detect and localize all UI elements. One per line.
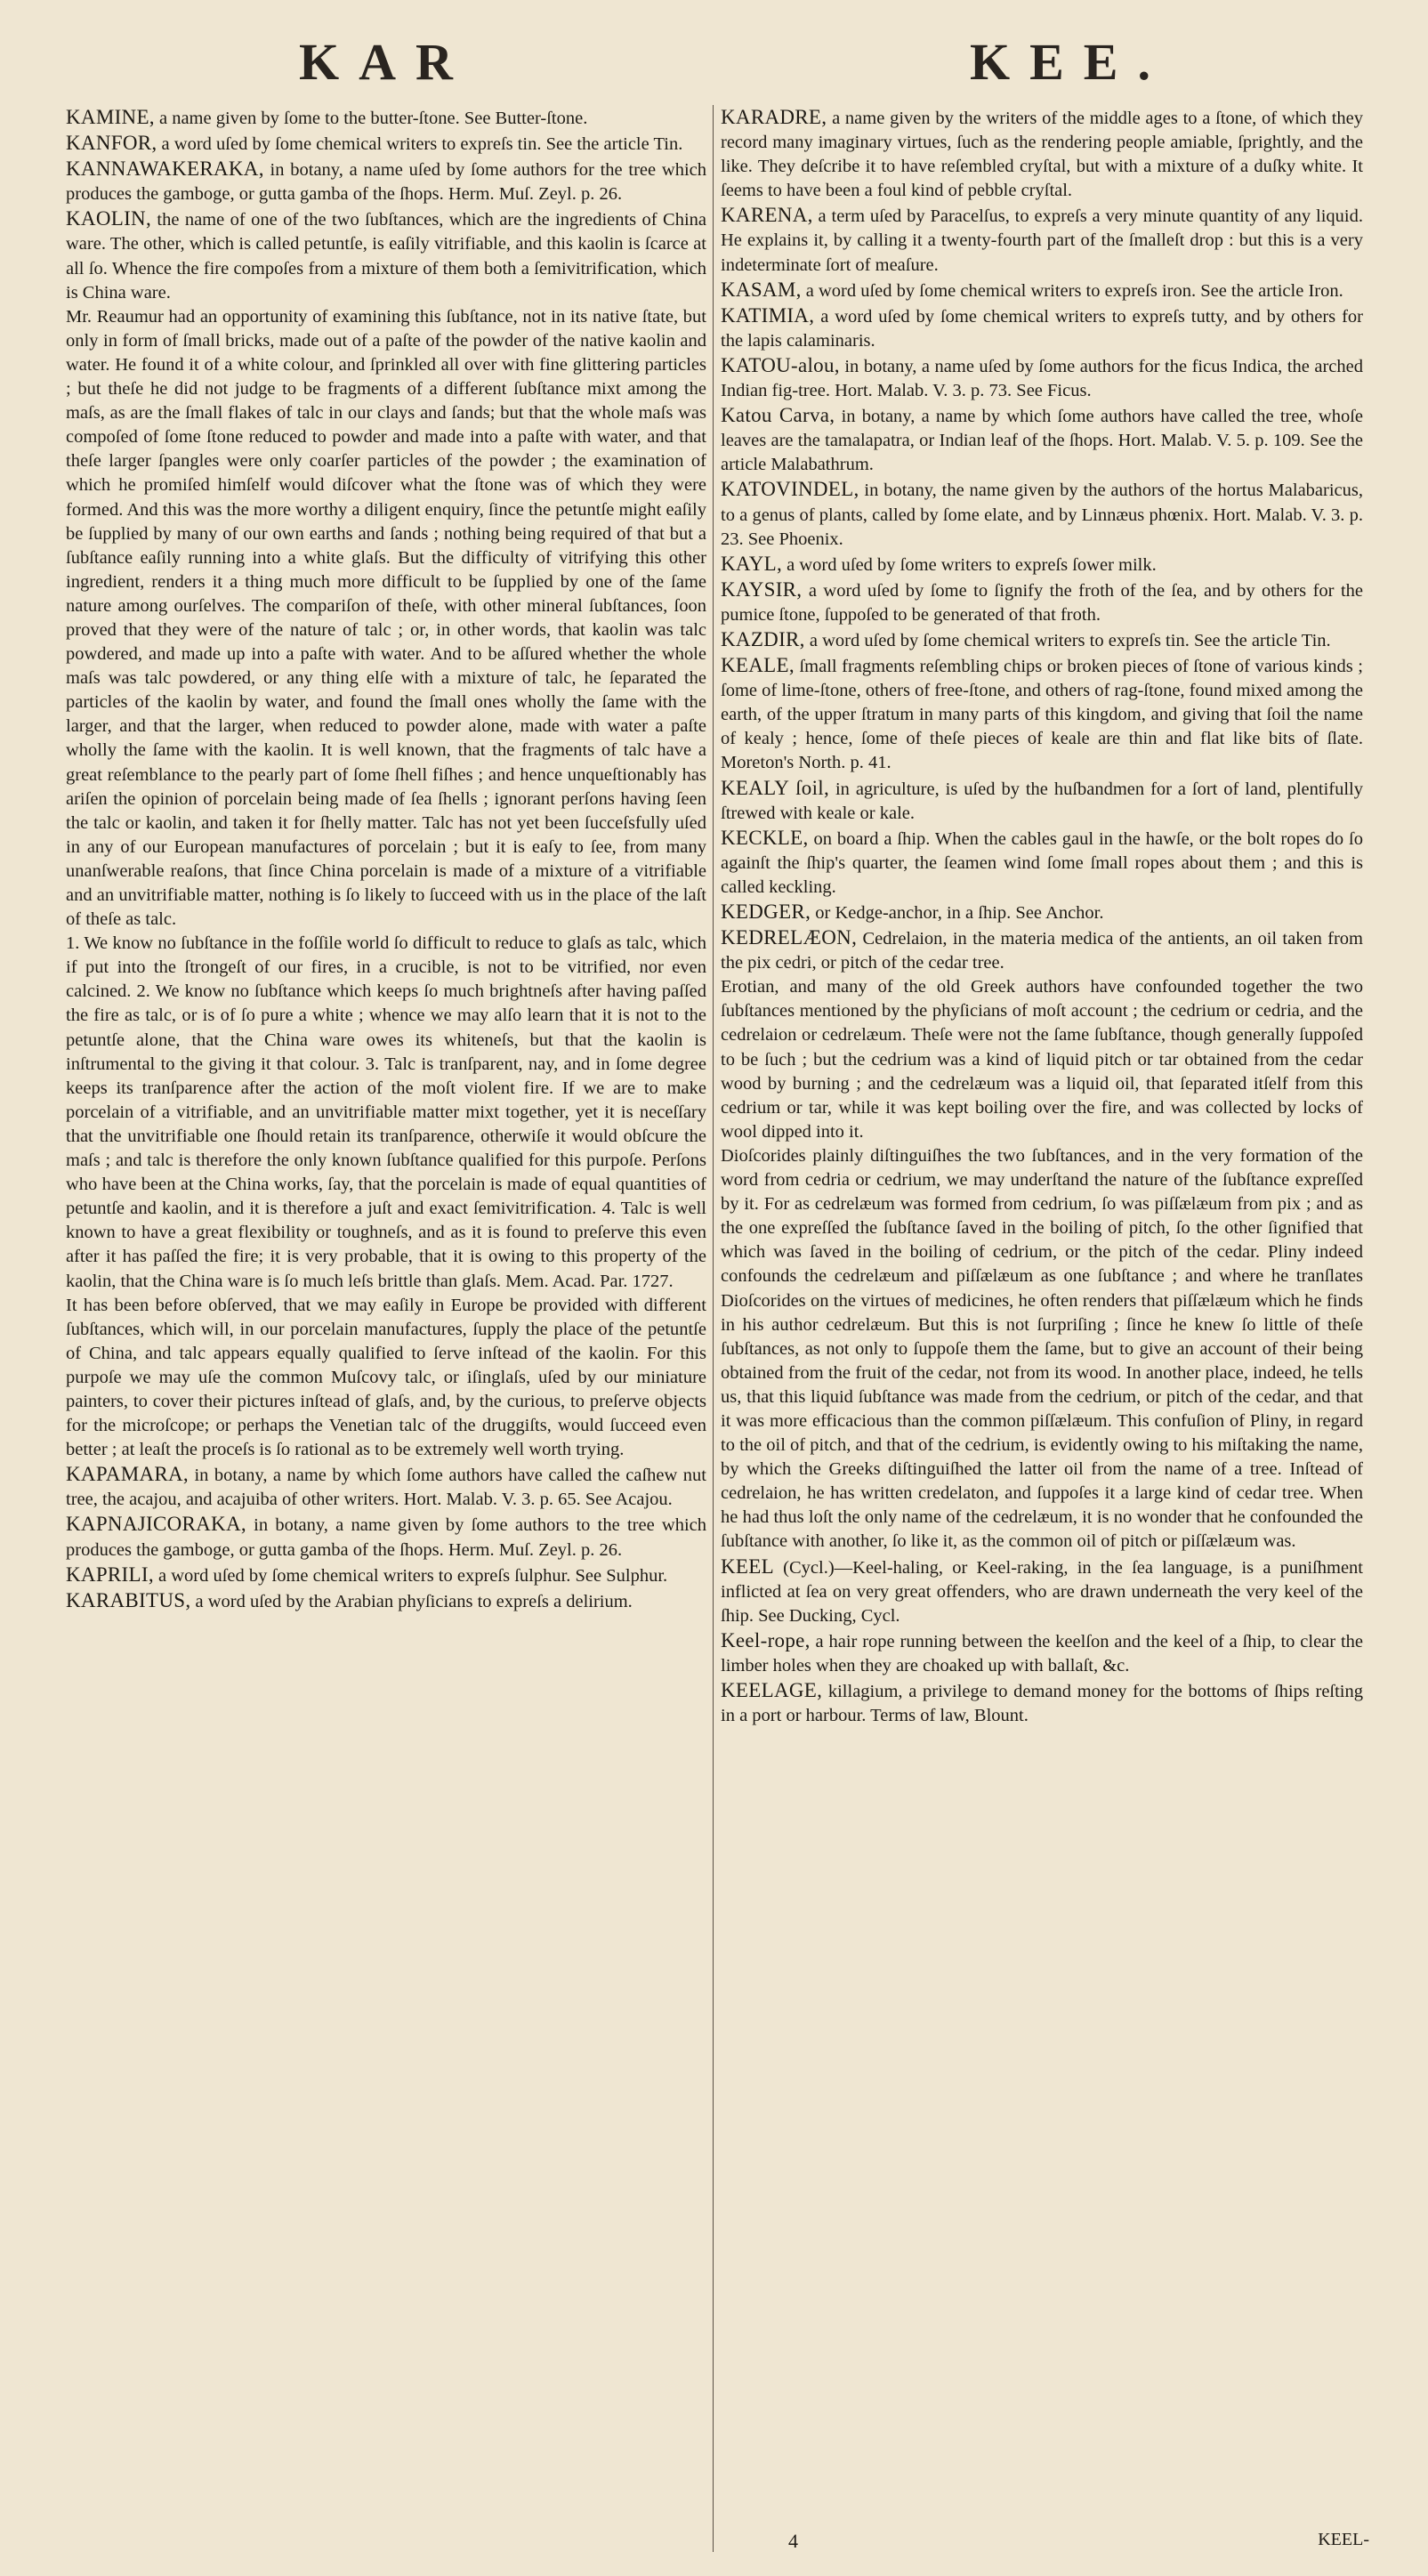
- dictionary-entry: [721, 900, 1363, 925]
- entry-text: in botany, the name given by the authors of the hortus Malabaricus, to a genus of plants, called by ſome elate, and by Linnæus phœnix. Hort. Malab. V. 3. p. 23. See Phoenix.: [721, 480, 1363, 549]
- entry-headword: Katou Carva,: [721, 404, 835, 427]
- entry-headword: KAZDIR,: [721, 627, 805, 650]
- entry-text: in botany, a name given by ſome authors to the tree which produces the gamboge, or gutta gamba of the ſhops. Herm. Muſ. Zeyl. p. 26.: [66, 1515, 706, 1560]
- dictionary-entry: [721, 552, 1363, 577]
- dictionary-entry: [66, 1462, 706, 1512]
- catchword: KEEL-: [1318, 2530, 1369, 2549]
- entry-headword: KAYSIR,: [721, 577, 803, 601]
- entry-text: It has been before obſerved, that we may eaſily in Europe be provided with different ſubſtances, which will, in our porcelain manufactures, ſupply the place of the petuntſe of China, and talc appears equally qualified to ſerve inſtead of the kaolin. For this purpoſe we may uſe the common Muſcovy talc, or iſinglaſs, uſed by our miniature painters, to cover their pictures inſtead of glaſs, and, by the curious, to preſerve objects for the microſcope; or perhaps the Venetian talc of the druggiſts, would ſucceed even better ; at leaſt the proceſs is ſo rational as to be extremely well worth trying.: [66, 1295, 706, 1460]
- entry-text: 1. We know no ſubſtance in the foſſile world ſo difficult to reduce to glaſs as talc, which if put into the ſtrongeſt of our fires, in a crucible, is not to be vitrified, nor even calcined. 2. We know no ſubſtance which keeps ſo much brightneſs after having paſſed the fire as talc, or is of ſo pure a white ; whence we may alſo learn that it is not to the petuntſe alone, that the China ware owes its whiteneſs, but that the kaolin is inſtrumental to the giving it that colour. 3. Talc is tranſparent, nay, and in ſome degree keeps its tranſparence after the action of the moſt violent fire. If we are to make porcelain of a vitrifiable, and an unvitrifiable matter mixt together, yet it is neceſſary that the unvitrifiable one ſhould retain its tranſparence, otherwiſe it would obſcure the maſs ; and talc is therefore the only known ſubſtance qualified for this purpoſe. Perſons who have been at the China works, ſay, that the porcelain is made of equal quantities of petuntſe and kaolin, and it is therefore a juſt and exact ſemivitrification. 4. Talc is well known to have a great flexibility or toughneſs, and as it is found to preſerve this even after it has paſſed the fire; it is very probable, that it is owing to this property of the kaolin, that the China ware is ſo much leſs brittle than glaſs. Mem. Acad. Par. 1727.: [66, 933, 706, 1291]
- entry-headword: KEALY ſoil,: [721, 776, 830, 799]
- dictionary-entry: [721, 925, 1363, 975]
- dictionary-entry: [66, 157, 706, 206]
- entry-text: a word uſed by ſome chemical writers to expreſs iron. See the article Iron.: [801, 280, 1343, 301]
- dictionary-entry: [721, 627, 1363, 653]
- entry-headword: KEELAGE,: [721, 1679, 823, 1701]
- dictionary-entry: [721, 1554, 1363, 1628]
- entry-text: a word uſed by ſome to ſignify the froth of the ſea, and by others for the pumice ſtone, ſuppoſed to be generated of that froth.: [721, 580, 1363, 625]
- entry-text: in botany, a name uſed by ſome authors for the tree which produces the gamboge, or gutta gamba of the ſhops. Herm. Muſ. Zeyl. p. 26.: [66, 160, 706, 205]
- entry-text: killagium, a privilege to demand money for the bottoms of ſhips reſting in a port or harbour. Terms of law, Blount.: [721, 1682, 1363, 1726]
- entry-text: in agriculture, is uſed by the huſbandmen for a ſort of land, plentifully ſtrewed with keale or kale.: [721, 779, 1364, 823]
- entry-headword: KAOLIN,: [66, 207, 151, 230]
- entry-headword: KARABITUS,: [66, 1588, 191, 1611]
- entry-text: in botany, a name by which ſome authors have called the caſhew nut tree, the acajou, and acajuiba of other writers. Hort. Malab. V. 3. p. 65. See Acajou.: [66, 1466, 706, 1510]
- dictionary-entry: [721, 826, 1363, 900]
- entry-text: the name of one of the two ſubſtances, which are the ingredients of China ware. The other, which is called petuntſe, is eaſily vitrifiable, and this kaolin is ſcarce at all ſo. Whence the fire compoſes from a mixture of them both a ſemivitrification, which is China ware.: [66, 210, 706, 303]
- dictionary-entry: [66, 105, 706, 131]
- running-head-right: KEE.: [970, 33, 1170, 91]
- entry-text: a name given by the writers of the middle ages to a ſtone, of which they record many imaginary virtues, ſuch as the rendering people amiable, ſprightly, and the like. They deſcribe it to have reſembled cryſtal, but with a mixture of a duſky white. It ſeems to have been a foul kind of pebble cryſtal.: [721, 109, 1363, 201]
- dictionary-entry: [721, 776, 1363, 826]
- left-column: [66, 105, 706, 1614]
- entry-text: (Cycl.)—Keel-haling, or Keel-raking, in the ſea language, is a puniſhment inflicted at ſea on very great offenders, who are drawn underneath the very keel of the ſhip. See Ducking, Cycl.: [721, 1557, 1363, 1626]
- entry-headword: KARADRE,: [721, 106, 827, 128]
- dictionary-entry: [721, 403, 1363, 477]
- dictionary-entry: [66, 206, 706, 304]
- entry-text: a term uſed by Paracelſus, to expreſs a very minute quantity of any liquid. He explains it, by calling it a twenty-fourth part of the ſmalleſt drop : but this is a very indeterminate ſort of meaſure.: [721, 206, 1363, 275]
- entry-headword: KATIMIA,: [721, 303, 815, 327]
- dictionary-entry: [721, 975, 1363, 1144]
- entry-headword: Keel-rope,: [721, 1628, 811, 1651]
- column-divider: [713, 105, 714, 2552]
- entry-headword: KASAM,: [721, 278, 802, 301]
- entry-text: ſmall fragments reſembling chips or broken pieces of ſtone of various kinds ; ſome of lime-ſtone, others of free-ſtone, and others of rag-ſtone, found mixed among the earth, of the upper ſtratum in many parts of this kingdom, and giving that ſoil the name of kealy ; hence, ſome of theſe pieces of keale are thin and flat like bits of ſlate. Moreton's North. p. 41.: [721, 657, 1363, 773]
- dictionary-entry: [66, 932, 706, 1293]
- dictionary-entry: [721, 353, 1363, 403]
- dictionary-entry: [721, 1678, 1363, 1728]
- entry-headword: KEALE,: [721, 654, 795, 677]
- entry-text: a word uſed by ſome chemical writers to expreſs tin. See the article Tin.: [804, 630, 1331, 650]
- dictionary-entry: [66, 1512, 706, 1562]
- entry-text: on board a ſhip. When the cables gaul in the hawſe, or the bolt ropes do ſo againſt the ſhip's quarter, the ſeamen wind ſome ſmall ropes about them ; and this is called keckling.: [721, 828, 1363, 897]
- dictionary-entry: [721, 577, 1363, 627]
- entry-headword: KARENA,: [721, 204, 813, 227]
- dictionary-entry: [66, 1563, 706, 1588]
- dictionary-entry: [721, 203, 1363, 277]
- dictionary-entry: [66, 131, 706, 157]
- running-head-left: KAR: [299, 33, 472, 91]
- entry-headword: KEDGER,: [721, 900, 811, 923]
- entry-text: a name given by ſome to the butter-ſtone. See Butter-ſtone.: [154, 109, 588, 128]
- entry-headword: KATOVINDEL,: [721, 478, 859, 501]
- entry-text: a word uſed by ſome chemical writers to expreſs tutty, and by others for the lapis calaminaris.: [721, 306, 1363, 351]
- dictionary-entry: [66, 305, 706, 932]
- dictionary-entry: [721, 303, 1363, 353]
- entry-text: a word uſed by ſome chemical writers to expreſs tin. See the article Tin.: [157, 134, 683, 155]
- entry-headword: KECKLE,: [721, 826, 809, 849]
- entry-headword: KAPRILI,: [66, 1563, 154, 1586]
- entry-text: Mr. Reaumur had an opportunity of examining this ſubſtance, not in its native ſtate, but only in form of ſmall bricks, made out of a paſte of the powder of the native kaolin and water. He found it of a white colour, and ſprinkled all over with fine glittering particles ; but theſe he did not judge to be fragments of a different ſubſtance mixt among the maſs, as are the ſmall flakes of talc in our clays and ſands; but that the whole maſs was compoſed of ſome ſtone reduced to powder and made into a paſte with water, and that theſe larger ſpangles were only coarſer particles of the powder ; the examination of which he promiſed himſelf would diſcover what the ſtone was of which they were formed. And this was the more worthy a diligent enquiry, ſince the petuntſe might eaſily be ſupplied by many of our own earths and ſands ; nothing being required of that but a ſubſtance eaſily running into a white glaſs. But the difficulty of vitrifying this other ingredient, renders it a thing much more difficult to be ſupplied by one of the ſame nature among ourſelves. The compariſon of theſe, with other mineral ſubſtances, ſoon proved that they were of the nature of talc ; or, in other words, that kaolin was talc powdered, and made up into a paſte with water. And to be aſſured whether the whole maſs was talc powdered, or any thing elſe with a mixture of talc, he ſeparated the particles of the kaolin by water, and found the ſmall ones wholly the ſame with the larger, and that the larger, when reduced to powder alone, made with water a paſte wholly the ſame with the kaolin. It is well known, that the fragments of talc have a great reſemblance to the pearly part of ſome ſhell fiſhes ; and hence unqueſtionably has ariſen the opinion of porcelain being made of ſea ſhells ; ignorant perſons having ſeen the talc or kaolin, and taken it for ſhelly matter. Talc has not yet been ſucceſsfully uſed in any of our European manufactures of porcelain ; but it is eaſy to ſee, from many unanſwerable reaſons, that ſince China porcelain is made of a mixture of a vitrifiable and an unvitrifiable matter, nothing is ſo likely to ſucceed with us in the place of the laſt of theſe as talc.: [66, 306, 706, 930]
- entry-text: or Kedge-anchor, in a ſhip. See Anchor.: [811, 903, 1104, 923]
- entry-headword: KATOU-alou,: [721, 353, 840, 376]
- entry-text: Erotian, and many of the old Greek authors have confounded together the two ſubſtances mentioned by the phyſicians of moſt account ; the cedrium or cedria, and the cedrelaion or cedrelæum. Theſe were not the ſame ſubſtance, though generally ſuppoſed to be ſuch ; but the cedrium was a kind of liquid pitch or tar obtained from the cedar wood by burning ; and the cedrelæum was a liquid oil, that ſeparated itſelf from this cedrium or tar, while it was kept boiling over the fire, and was collected by locks of wool dipped into it.: [721, 977, 1363, 1142]
- entry-headword: KANNAWAKERAKA,: [66, 157, 264, 181]
- page-number: 4: [788, 2530, 798, 2552]
- entry-text: a word uſed by ſome chemical writers to expreſs ſulphur. See Sulphur.: [153, 1565, 668, 1586]
- entry-text: a hair rope running between the keelſon and the keel of a ſhip, to clear the limber holes when they are choaked up with ballaſt, &c.: [721, 1631, 1363, 1676]
- dictionary-entry: [66, 1294, 706, 1463]
- entry-headword: KEDRELÆON,: [721, 926, 858, 949]
- dictionary-entry: [721, 1144, 1363, 1554]
- dictionary-entry: [66, 1588, 706, 1614]
- entry-headword: KANFOR,: [66, 132, 157, 155]
- entry-headword: KAYL,: [721, 552, 783, 575]
- entry-text: a word uſed by the Arabian phyſicians to expreſs a delirium.: [190, 1591, 633, 1611]
- dictionary-entry: [721, 1628, 1363, 1678]
- dictionary-entry: [721, 653, 1363, 775]
- entry-text: in botany, a name uſed by ſome authors for the ficus Indica, the arched Indian fig-tree. Hort. Malab. V. 3. p. 73. See Ficus.: [721, 356, 1363, 401]
- entry-headword: KAPAMARA,: [66, 1463, 189, 1486]
- entry-headword: KAMINE,: [66, 106, 155, 128]
- right-column: [721, 105, 1363, 1728]
- entry-text: in botany, a name by which ſome authors have called the tree, whoſe leaves are the tamalapatra, or Indian leaf of the ſhops. Hort. Malab. V. 5. p. 109. See the article Malabathrum.: [721, 407, 1363, 475]
- entry-text: Dioſcorides plainly diſtinguiſhes the two ſubſtances, and in the very formation of the word from cedria or cedrium, we may underſtand the nature of the ſubſtance expreſſed by it. For as cedrelæum was formed from cedrium, ſo was piſſælæum from pix ; and as the one expreſſed the ſubſtance ſaved in the boiling of pitch, ſo the other ſignified that which was ſaved in the boiling of cedrium, or the pitch of the cedar. Pliny indeed confounds the cedrelæum and piſſælæum as one ſubſtance ; and where he tranſlates Dioſcorides on the virtues of medicines, he often renders that piſſælæum which he finds in his author cedrelæum. But this is not ſurpriſing ; ſince he knew ſo little of theſe ſubſtances, as not only to ſuppoſe them the ſame, but to give an account of their being obtained from the fruit of the cedar, not from its wood. In another place, indeed, he tells us, that this liquid ſubſtance was made from the cedrium, or pitch of the cedar, and that it was more efficacious than the common piſſælæum. This confuſion of Pliny, in regard to the oil of pitch, and that of the cedrium, is evidently owing to his miſtaking the name, by which the Greeks diſtinguiſhed the latter oil from the name of a tree. Inſtead of cedrelaion, he has written credelaton, and ſuppoſes it a large kind of cedar tree. When he had thus loſt the only name of the cedrelæum, it is no wonder that he confounded the ſubſtance with another, ſo like it, as the common oil of pitch or piſſælæum was.: [721, 1145, 1363, 1552]
- entry-text: Cedrelaion, in the materia medica of the antients, an oil taken from the pix cedri, or pitch of the cedar tree.: [721, 929, 1363, 973]
- entry-text: a word uſed by ſome writers to expreſs ſower milk.: [782, 554, 1157, 575]
- entry-headword: KAPNAJICORAKA,: [66, 1513, 246, 1536]
- entry-headword: KEEL: [721, 1554, 774, 1578]
- dictionary-entry: [721, 278, 1363, 303]
- dictionary-entry: [721, 477, 1363, 551]
- dictionary-entry: [721, 105, 1363, 203]
